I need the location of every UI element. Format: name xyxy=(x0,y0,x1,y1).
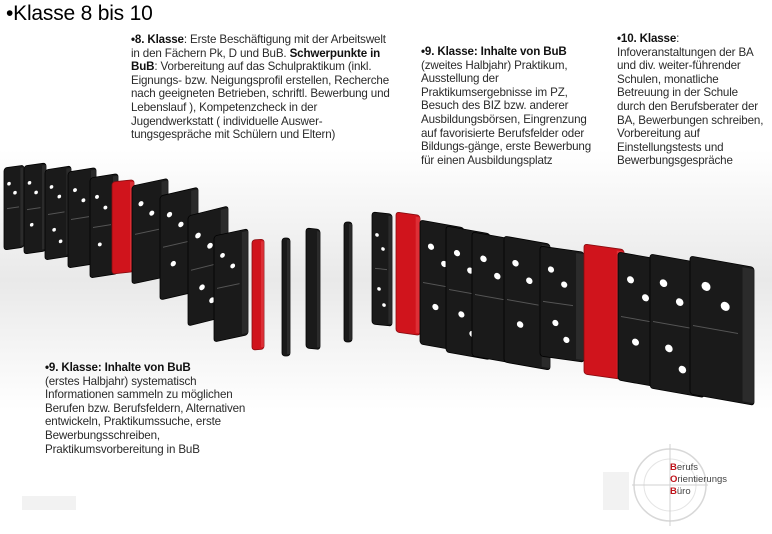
domino-black xyxy=(4,165,24,250)
grade-9b-heading: •9. Klasse: Inhalte von BuB xyxy=(421,45,567,58)
grade-8-intro: : Erste Beschäftigung mit der Arbeitswelt in den Fächern Pk, D und BuB. xyxy=(131,33,386,60)
footer-placeholder xyxy=(22,496,76,510)
domino-red xyxy=(252,239,264,350)
domino-black xyxy=(24,163,46,254)
slide-title: •Klasse 8 bis 10 xyxy=(6,2,153,25)
domino-black xyxy=(372,212,392,326)
grade-10-body: : Infoveranstaltungen der BA und div. weiter-führender Schulen, monatliche Betreuung in der Schule durch den Berufsberater der BA, Bewerbungen schreiben, Vorbereitung auf Einstellungstests und Bewerbungsgespräche xyxy=(617,32,764,168)
text-block-grade-8 xyxy=(131,33,393,142)
domino-black xyxy=(45,166,71,260)
grade-8-body: : Vorbereitung auf das Schulpraktikum (inkl. Eignungs- bzw. Neigungsprofil erstellen, Recherche nach geeigneten Betrieben, schriftl. Bewerbung und Lebenslauf ), Kompetenzcheck in der Jugendwerkstatt ( individuelle Auswer-tungsgespräche mit Schülern und Eltern) xyxy=(131,60,390,142)
domino-black xyxy=(282,238,290,356)
grade-10-heading: •10. Klasse xyxy=(617,32,677,45)
domino-black xyxy=(344,222,352,342)
logo-word-2: rientierungs xyxy=(677,474,728,485)
logo-letter-o: O xyxy=(670,474,678,485)
text-block-grade-9-second-half xyxy=(421,45,599,167)
grade-9a-body: (erstes Halbjahr) systematisch Informationen sammeln zu möglichen Berufen bzw. Berufsfeldern, Alternativen entwickeln, Praktikumssuche, erste Bewerbungsschreiben, Praktikumsvorbereitung in BuB xyxy=(45,374,246,456)
text-block-grade-9-first-half xyxy=(45,361,257,456)
domino-red xyxy=(112,180,134,274)
grade-9a-heading: •9. Klasse: Inhalte von BuB xyxy=(45,361,191,374)
domino-black xyxy=(690,256,754,405)
domino-black xyxy=(540,246,584,362)
logo-letter-b1: B xyxy=(670,462,677,473)
domino-red xyxy=(396,212,420,335)
grade-8-subheading: Schwerpunkte in BuB xyxy=(131,46,381,74)
text-block-grade-10 xyxy=(617,32,769,168)
logo-text xyxy=(670,462,727,498)
logo-word-1: erufs xyxy=(676,462,698,473)
logo-word-3: üro xyxy=(676,486,691,497)
grade-8-heading: •8. Klasse xyxy=(131,33,184,46)
domino-black xyxy=(306,228,320,349)
logo-placeholder xyxy=(603,472,629,510)
grade-9b-body: (zweites Halbjahr) Praktikum, Ausstellung der Praktikumsergebnisse im PZ, Besuch des BIZ bzw. anderer Ausbildungsbörsen, Eingrenzung auf favorisierte Berufsfelder oder Bildungs-gänge, erste Bewerbung für einen Ausbildungsplatz xyxy=(421,58,592,167)
domino-black xyxy=(214,229,248,342)
logo-letter-b2: B xyxy=(670,486,677,497)
